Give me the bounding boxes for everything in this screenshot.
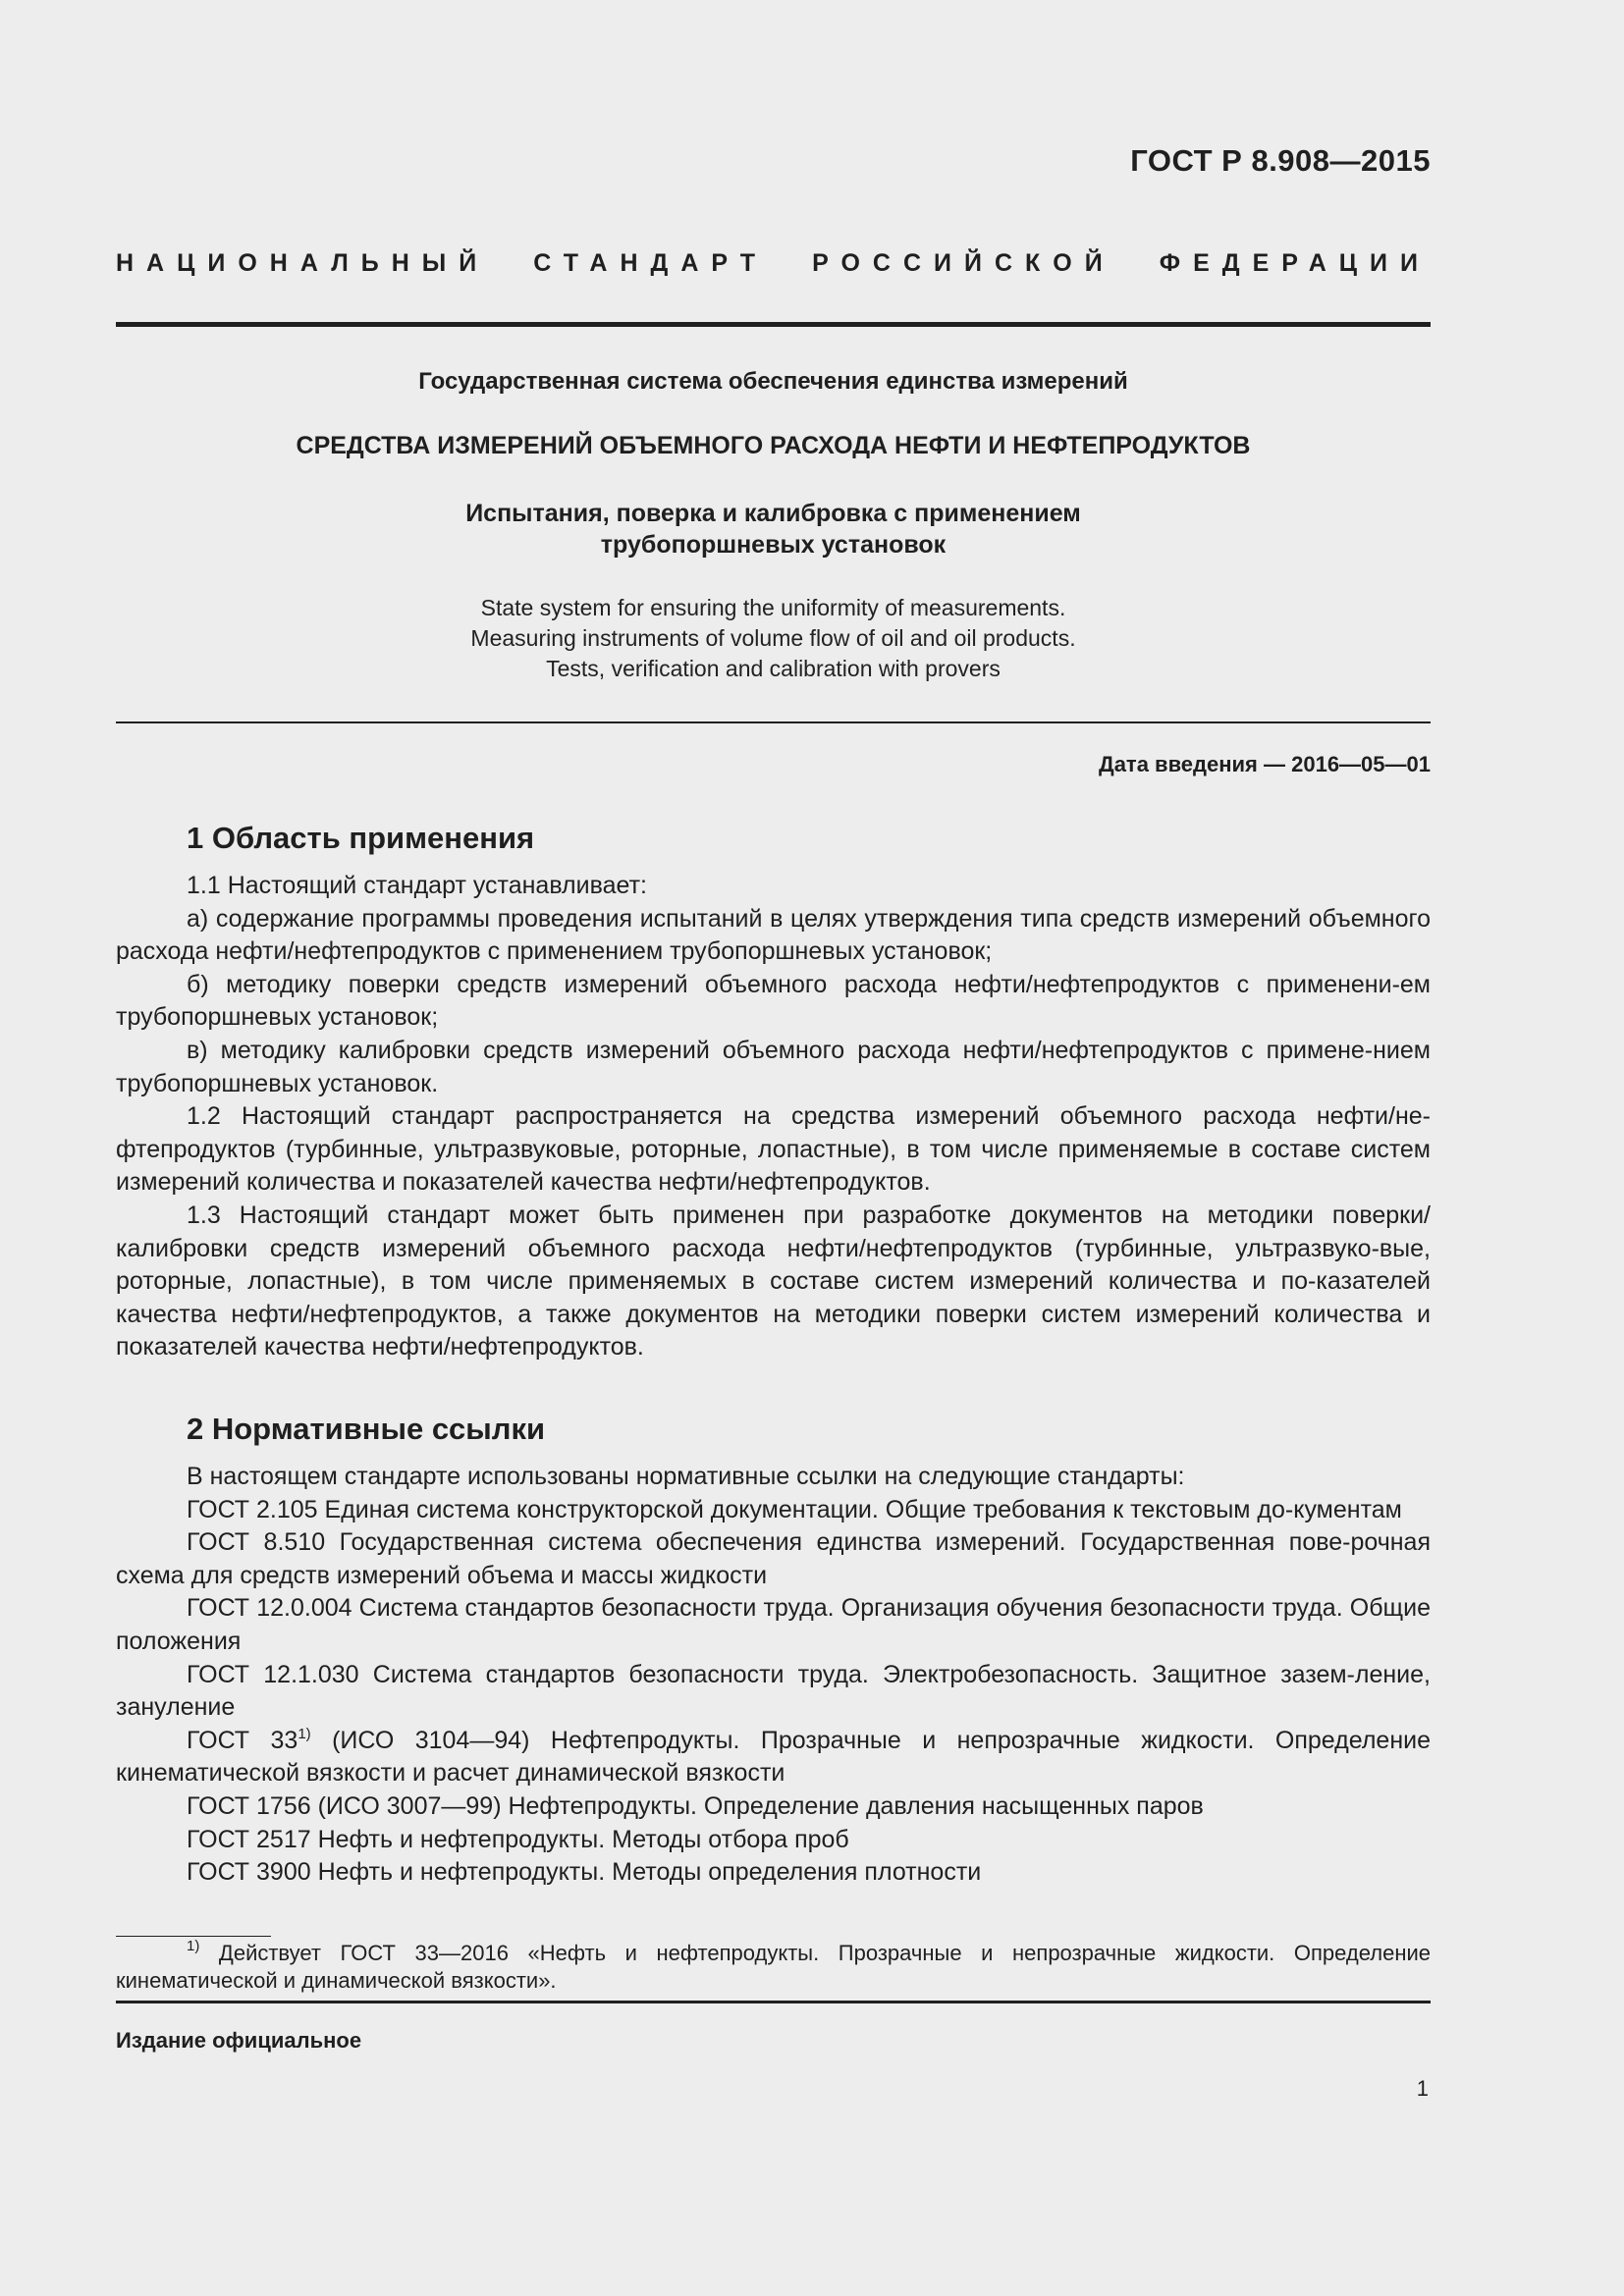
subtitle-line-2: трубопоршневых установок — [600, 531, 947, 559]
reference-text: (ИСО 3104—94) Нефтепродукты. Прозрачные и непрозрачные жидкости. Определение кинематической вязкости и расчет динамической вязкости — [116, 1726, 1431, 1788]
document-page — [116, 0, 1431, 2296]
footnote — [116, 1940, 1431, 1995]
reference-item: ГОСТ 2.105 Единая система конструкторской документации. Общие требования к текстовым до-кументам — [187, 1495, 1402, 1523]
reference-item: ГОСТ 3900 Нефть и нефтепродукты. Методы определения плотности — [187, 1858, 982, 1887]
footnote-marker[interactable]: 1) — [298, 1725, 311, 1742]
reference-item: ГОСТ 2517 Нефть и нефтепродукты. Методы отбора проб — [187, 1825, 849, 1853]
reference-item: ГОСТ 12.0.004 Система стандартов безопасности труда. Организация обучения безопасности труда. Общие положения — [116, 1594, 1431, 1655]
state-system-title: Государственная система обеспечения единства измерений — [418, 368, 1128, 395]
footnote-text: Действует ГОСТ 33—2016 «Нефть и нефтепродукты. Прозрачные и непрозрачные жидкости. Определение кинематической и динамической вязкости». — [116, 1941, 1431, 1993]
reference-item: ГОСТ 1756 (ИСО 3007—99) Нефтепродукты. Определение давления насыщенных паров — [187, 1791, 1204, 1820]
paragraph: а) содержание программы проведения испытаний в целях утверждения типа средств измерений объемного расхода нефти/нефтепродуктов с применением трубопоршневых установок; — [116, 904, 1431, 966]
document-subtitle — [116, 498, 1431, 561]
paragraph: 1.1 Настоящий стандарт устанавливает: — [187, 872, 647, 899]
section-normative-references — [116, 1412, 1431, 1890]
reference-item: ГОСТ 8.510 Государственная система обеспечения единства измерений. Государственная пове-рочная схема для средств измерений объема и массы жидкости — [116, 1528, 1431, 1589]
paragraph: в) методику калибровки средств измерений объемного расхода нефти/нефтепродуктов с примене-нием трубопоршневых установок. — [116, 1036, 1431, 1097]
paragraph: 1.2 Настоящий стандарт распространяется на средства измерений объемного расхода нефти/не-фтепродуктов (турбинные, ультразвуковые, роторные, лопастные), в том числе применяемые в составе систем измерений количества и показателей качества нефти/нефтепродуктов. — [116, 1102, 1431, 1197]
document-code: ГОСТ Р 8.908—2015 — [1130, 143, 1431, 178]
reference-item: ГОСТ 12.1.030 Система стандартов безопасности труда. Электробезопасность. Защитное зазем-ление, зануление — [116, 1660, 1431, 1722]
english-title-line-3: Tests, verification and calibration with provers — [546, 656, 1001, 681]
section-heading: 2 Нормативные ссылки — [187, 1412, 546, 1446]
header-divider — [116, 322, 1431, 327]
page-number: 1 — [1416, 2076, 1429, 2101]
document-main-title: СРЕДСТВА ИЗМЕРЕНИЙ ОБЪЕМНОГО РАСХОДА НЕФТИ И НЕФТЕПРОДУКТОВ — [296, 432, 1251, 459]
title-divider — [116, 721, 1431, 723]
section-heading: 1 Область применения — [187, 821, 535, 855]
english-title-line-2: Measuring instruments of volume flow of oil and oil products. — [470, 625, 1076, 651]
paragraph: 1.3 Настоящий стандарт может быть применен при разработке документов на методики поверки/калибровки средств измерений объемного расхода нефти/нефтепродуктов (турбинные, ультразвуко-вые, роторные, лопастные), в том числе применяемых в составе систем измерений количества и по-казателей качества нефти/нефтепродуктов, а также документов на методики поверки систем измерений количества и показателей качества нефти/нефтепродуктов. — [116, 1201, 1431, 1362]
reference-item-gost33 — [116, 1725, 1431, 1790]
english-title — [116, 593, 1431, 684]
paragraph: В настоящем стандарте использованы нормативные ссылки на следующие стандарты: — [187, 1463, 1185, 1490]
english-title-line-1: State system for ensuring the uniformity of measurements. — [480, 595, 1066, 620]
footer-divider — [116, 2001, 1431, 2003]
paragraph: б) методику поверки средств измерений объемного расхода нефти/нефтепродуктов с применени-ем трубопоршневых установок; — [116, 970, 1431, 1032]
footnote-divider — [116, 1936, 271, 1937]
footnote-mark: 1) — [187, 1938, 200, 1954]
introduction-date: Дата введения — 2016—05—01 — [1099, 752, 1431, 776]
official-edition-label: Издание официальное — [116, 2028, 362, 2053]
national-standard-banner: НАЦИОНАЛЬНЫЙ СТАНДАРТ РОССИЙСКОЙ ФЕДЕРАЦИИ — [116, 249, 1431, 277]
section-scope — [116, 821, 1431, 1364]
subtitle-line-1: Испытания, поверка и калибровка с применением — [465, 500, 1081, 527]
reference-code: ГОСТ 33 — [187, 1726, 298, 1754]
